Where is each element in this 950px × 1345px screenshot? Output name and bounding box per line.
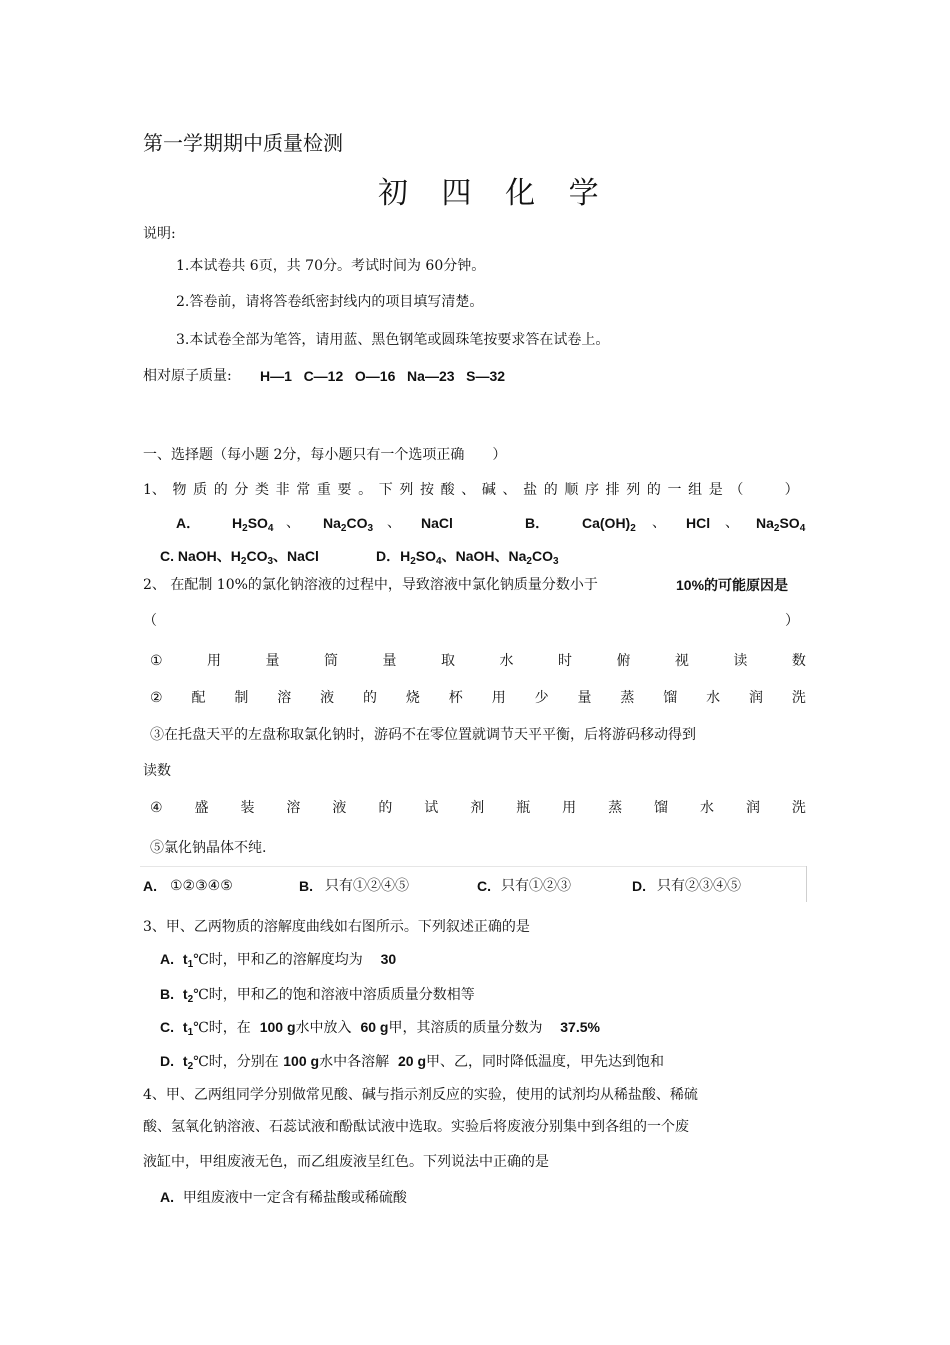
spread-char: 常 — [296, 482, 311, 498]
spread-char: 润 — [749, 690, 764, 706]
q2-option-c-label: C. — [477, 878, 491, 894]
spread-char: 时 — [557, 653, 572, 669]
spread-char: 液 — [320, 690, 335, 706]
q2-option-b-label: B. — [299, 878, 313, 894]
spread-char: 水 — [700, 800, 714, 816]
subject-title: 初 四 化 学 — [378, 176, 611, 211]
q4-stem-line-2: 酸、氢氧化钠溶液、石蕊试液和酚酞试液中选取。实验后将废液分别集中到各组的一个废 — [143, 1119, 689, 1135]
spread-char: ） — [784, 482, 799, 498]
q2-paren-open: （ — [143, 613, 157, 629]
q1-option-a-nacl: NaCl — [421, 515, 453, 531]
q1-option-a-sep-1: 、 — [286, 515, 300, 531]
spread-char: 、 — [461, 482, 476, 498]
spread-char: 量 — [577, 690, 592, 706]
spread-char: 量 — [265, 653, 280, 669]
q1-option-a-h2so4: $H_2SO_4$ — [232, 515, 274, 534]
q1-option-c: C. NaOH、$H_2CO_3$、NaCl — [160, 548, 319, 567]
spread-char: 碱 — [481, 482, 496, 498]
spread-char: 的 — [543, 482, 558, 498]
spread-char: 下 — [378, 482, 393, 498]
spread-char: 排 — [605, 482, 620, 498]
spread-char: 按 — [420, 482, 435, 498]
q1-option-a-sep-2: 、 — [387, 515, 401, 531]
q1-option-b-sep-1: 、 — [652, 515, 666, 531]
spread-char: 用 — [562, 800, 577, 816]
q1-option-a-na2co3: $Na_2CO_3$ — [323, 515, 374, 534]
q1-option-b-label: B． — [525, 515, 550, 531]
instruction-item-2: 2.答卷前，请将答卷纸密封线内的项目填写清楚。 — [176, 294, 484, 310]
instructions-label: 说明: — [143, 226, 176, 242]
spread-char: 配 — [191, 690, 206, 706]
spread-char: 用 — [491, 690, 506, 706]
spread-char: 重 — [316, 482, 331, 498]
spread-char: 馏 — [654, 800, 669, 816]
spread-char: 要 — [337, 482, 352, 498]
spread-char: 质 — [193, 482, 208, 498]
q1-option-b-hcl: HCl — [686, 515, 711, 531]
q2-option-a: ①②③④⑤ — [170, 878, 233, 894]
spread-char: 装 — [240, 800, 255, 816]
q2-option-c: 只有①②③ — [501, 878, 571, 894]
spread-char: 溶 — [277, 690, 292, 706]
q2-reason-1 — [150, 652, 806, 670]
exam-title: 第一学期期中质量检测 — [143, 131, 343, 155]
spread-char: 。 — [358, 482, 373, 498]
spread-char: 是 — [708, 482, 723, 498]
spread-char: ① — [150, 653, 163, 669]
spread-char: 盛 — [194, 800, 209, 816]
q1-stem — [143, 481, 799, 499]
q2-option-b: 只有①②④⑤ — [325, 878, 409, 894]
q1-option-b-sep-2: 、 — [725, 515, 739, 531]
q3-option-b: B. $t_2℃$时，甲和乙的饱和溶液中溶质质量分数相等 — [160, 986, 475, 1005]
spread-char: 量 — [382, 653, 397, 669]
q3-stem: 3、甲、乙两物质的溶解度曲线如右图所示。下列叙述正确的是 — [143, 919, 530, 935]
spread-char: 读 — [733, 653, 748, 669]
atomic-mass-values: H—1 C—12 O—16 Na—23 S—32 — [260, 368, 506, 384]
spread-char: 剂 — [470, 800, 485, 816]
spread-char: 水 — [706, 690, 721, 706]
spread-char: 蒸 — [620, 690, 635, 706]
spread-char: 洗 — [791, 690, 806, 706]
q3-option-a: A. $t_1℃$时，甲和乙的溶解度均为 30 — [160, 951, 397, 970]
q2-stem: 2、 在配制 10%的氯化钠溶液的过程中，导致溶液中氯化钠质量分数小于 — [143, 577, 598, 593]
spread-char: 润 — [745, 800, 760, 816]
spread-char: （ — [729, 482, 744, 498]
q2-reason-3: ③在托盘天平的左盘称取氯化钠时，游码不在零位置就调节天平平衡，后将游码移动得到 — [150, 727, 696, 743]
spread-char: 瓶 — [516, 800, 531, 816]
spread-char: 数 — [791, 653, 806, 669]
spread-char: 溶 — [286, 800, 301, 816]
section-heading: 一、选择题（每小题 2分，每小题只有一个选项正确 ） — [143, 447, 507, 463]
q1-option-d: D．$H_2SO_4$、NaOH、$Na_2CO_3$ — [376, 548, 559, 567]
spread-char: 物 — [172, 482, 187, 498]
atomic-mass-label: 相对原子质量: — [143, 368, 232, 384]
spread-char: ④ — [150, 800, 163, 816]
spread-char: 杯 — [448, 690, 463, 706]
q2-stem-end: 10%的可能原因是 — [676, 577, 789, 593]
spread-char: 视 — [674, 653, 689, 669]
spread-char: 液 — [332, 800, 347, 816]
q2-reason-2 — [150, 689, 806, 707]
spread-char: 试 — [424, 800, 439, 816]
q2-option-d: 只有②③④⑤ — [657, 878, 741, 894]
q4-stem-line-3: 液缸中，甲组废液无色，而乙组废液呈红色。下列说法中正确的是 — [143, 1154, 549, 1170]
spread-char: 序 — [585, 482, 600, 498]
spread-char: 的 — [213, 482, 228, 498]
q2-reason-4 — [150, 799, 806, 817]
spread-char: ② — [150, 690, 163, 706]
instruction-item-1: 1.本试卷共 6页，共 70分。考试时间为 60分钟。 — [176, 258, 486, 274]
spread-char: 取 — [440, 653, 455, 669]
spread-char: 少 — [534, 690, 549, 706]
instruction-item-3: 3.本试卷全部为笔答，请用蓝、黑色钢笔或圆珠笔按要求答在试卷上。 — [176, 332, 610, 348]
spread-char: 俯 — [616, 653, 631, 669]
q3-option-d: D. $t_2℃$时，分别在 100 g水中各溶解 20 g甲、乙，同时降低温度，甲先达到饱和 — [160, 1053, 664, 1072]
divider-line — [140, 866, 806, 867]
spread-char: 一 — [667, 482, 682, 498]
spread-char: 洗 — [791, 800, 806, 816]
q2-reason-3-cont: 读数 — [143, 763, 171, 779]
q4-stem-line-1: 4、甲、乙两组同学分别做常见酸、碱与指示剂反应的实验，使用的试剂均从稀盐酸、稀硫 — [143, 1087, 698, 1103]
spread-char: 的 — [378, 800, 393, 816]
spread-char: 盐 — [523, 482, 538, 498]
spread-char: 蒸 — [608, 800, 623, 816]
spread-char: 顺 — [564, 482, 579, 498]
divider-edge — [806, 866, 807, 902]
spread-char: 制 — [234, 690, 249, 706]
q1-option-b-na2so4: $Na_2SO_4$ — [756, 515, 806, 534]
spread-char: 筒 — [324, 653, 339, 669]
q2-option-d-label: D. — [632, 878, 646, 894]
spread-char: 类 — [255, 482, 270, 498]
q2-reason-5: ⑤氯化钠晶体不纯. — [150, 840, 267, 856]
spread-char: 馏 — [663, 690, 678, 706]
spread-char: 水 — [499, 653, 514, 669]
spread-char: 分 — [234, 482, 249, 498]
q1-option-a-label: A． — [176, 515, 201, 531]
spread-char — [750, 481, 778, 499]
spread-char: 酸 — [440, 482, 455, 498]
q2-paren-close: ） — [785, 613, 799, 629]
spread-char: 非 — [275, 482, 290, 498]
spread-char: 的 — [646, 482, 661, 498]
q1-option-b-caoh2: $Ca(OH)_2$ — [582, 515, 636, 534]
spread-char: 列 — [626, 482, 641, 498]
spread-char: 烧 — [405, 690, 420, 706]
spread-char: 的 — [363, 690, 378, 706]
q2-option-a-label: A. — [143, 878, 157, 894]
spread-char: 组 — [688, 482, 703, 498]
q4-option-a: A. 甲组废液中一定含有稀盐酸或稀硫酸 — [160, 1189, 407, 1206]
spread-char: 、 — [502, 482, 517, 498]
spread-char: 用 — [207, 653, 222, 669]
q3-option-c: C. $t_1℃$时，在 100 g水中放入 60 g甲，其溶质的质量分数为 37.5% — [160, 1019, 600, 1038]
spread-char: 1、 — [143, 482, 166, 498]
spread-char: 列 — [399, 482, 414, 498]
